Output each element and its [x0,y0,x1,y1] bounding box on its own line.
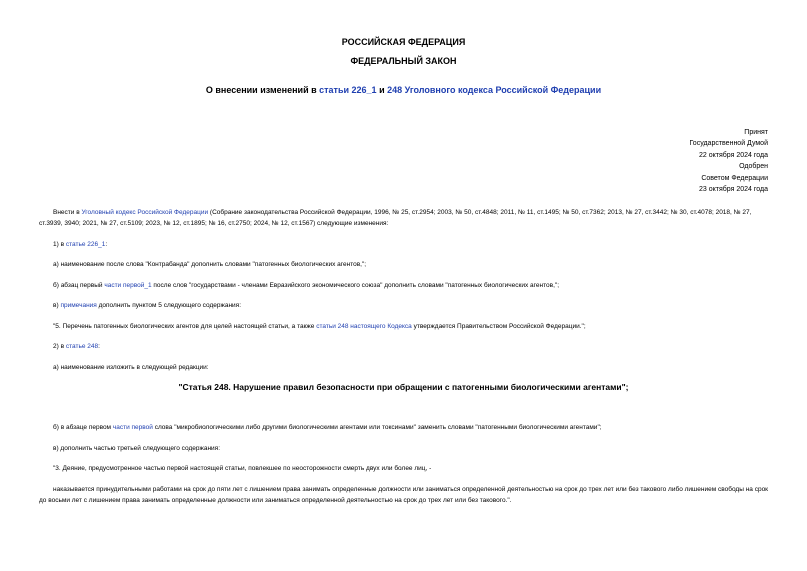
notes-link[interactable]: примечания [60,302,97,309]
part-3-punishment: наказывается принудительными работами на срок до пяти лет с лишением права занимать определенные должности или заниматься определенной деятельностью на срок до трех лет или без такового либо лишением свободы на срок до восьми лет с лишением права занимать определенные должности или заниматься определенной деятельностью на срок до трех лет или без такового.". [39,486,769,504]
intro-text: (Собрание законодательства Российской Федерации, 1996, № 25, ст.2954; 2003, № 50, ст.4848; 2011, № 11, ст.1495; № 50, ст.7362; 2013, № 27, ст.3442; № 30, ст.4078; 2018, № 27, ст.3939, 3940; 2021, № 27, ст.5109; 2023, № 12, ст.1895; № 16, ст.2750; 2024, № 12, ст.1567) следующие изменения: [39,209,752,227]
law-title-conjunction: и [376,85,388,95]
intro-paragraph [39,208,769,229]
adoption-block [689,127,768,195]
item-2b-prefix: б) в абзаце первом [53,424,113,431]
item-2c: в) дополнить частью третьей следующего содержания: [53,445,221,452]
item-1 [53,240,107,251]
intro-prefix: Внести в [53,209,82,216]
criminal-code-link[interactable]: Уголовный кодекс Российской Федерации [81,209,209,216]
part-one-1-link[interactable]: части первой_1 [104,282,152,289]
item-1c [53,301,241,312]
adopted-date: 22 октября 2024 года [699,151,768,159]
item-1c-suffix: дополнить пунктом 5 следующего содержания: [96,302,242,309]
item-1-suffix: : [105,241,108,248]
adopted-by: Государственной Думой [689,140,768,148]
article-248-code-link[interactable]: статьи 248 настоящего Кодекса [316,323,412,330]
part-3-deed: "3. Деяние, предусмотренное частью первой настоящей статьи, повлекшее по неосторожности смерть двух или более лиц, - [53,465,432,472]
item-1c-prefix: в) [53,302,61,309]
item-1b [53,281,559,292]
item-2-prefix: 2) в [53,343,66,350]
article-248-item-link[interactable]: статье 248 [65,343,99,350]
item-2b [53,423,602,434]
article-226-1-link[interactable]: статьи 226_1 [319,85,377,95]
adopted-label: Принят [744,129,768,136]
item-1b-prefix: б) абзац первый [53,282,105,289]
article-226-1-item-link[interactable]: статье 226_1 [65,241,106,248]
approved-by: Советом Федерации [701,174,768,182]
note-5-suffix: утверждается Правительством Российской Федерации."; [411,323,586,330]
item-2 [53,342,100,353]
note-5 [53,322,586,333]
law-title [0,85,807,95]
law-type-heading: ФЕДЕРАЛЬНЫЙ ЗАКОН [350,56,457,66]
part-one-link[interactable]: части первой [112,424,153,431]
law-title-prefix: О внесении изменений в [205,85,320,95]
item-2b-suffix: слова "микробиологическими либо другими биологическими агентами или токсинами" заменить словами "патогенными биологическими агентами"; [152,424,602,431]
item-2-suffix: : [98,343,100,350]
item-1-prefix: 1) в [53,241,66,248]
item-2a: а) наименование изложить в следующей редакции: [53,364,209,371]
article-248-new-title: "Статья 248. Нарушение правил безопасности при обращении с патогенными биологическими агентами"; [178,382,629,392]
country-heading: РОССИЙСКАЯ ФЕДЕРАЦИЯ [341,37,466,47]
note-5-prefix: "5. Перечень патогенных биологических агентов для целей настоящей статьи, а также [53,323,317,330]
approved-date: 23 октября 2024 года [699,186,768,194]
approved-label: Одобрен [739,163,768,171]
article-248-criminal-code-link[interactable]: 248 Уголовного кодекса Российской Федерации [387,85,602,95]
item-1b-suffix: после слов "государствами - членами Евразийского экономического союза" дополнить словами "патогенных биологических агентов,"; [151,282,559,289]
item-1a: а) наименование после слова "Контрабанда" дополнить словами "патогенных биологических агентов,"; [53,261,367,268]
